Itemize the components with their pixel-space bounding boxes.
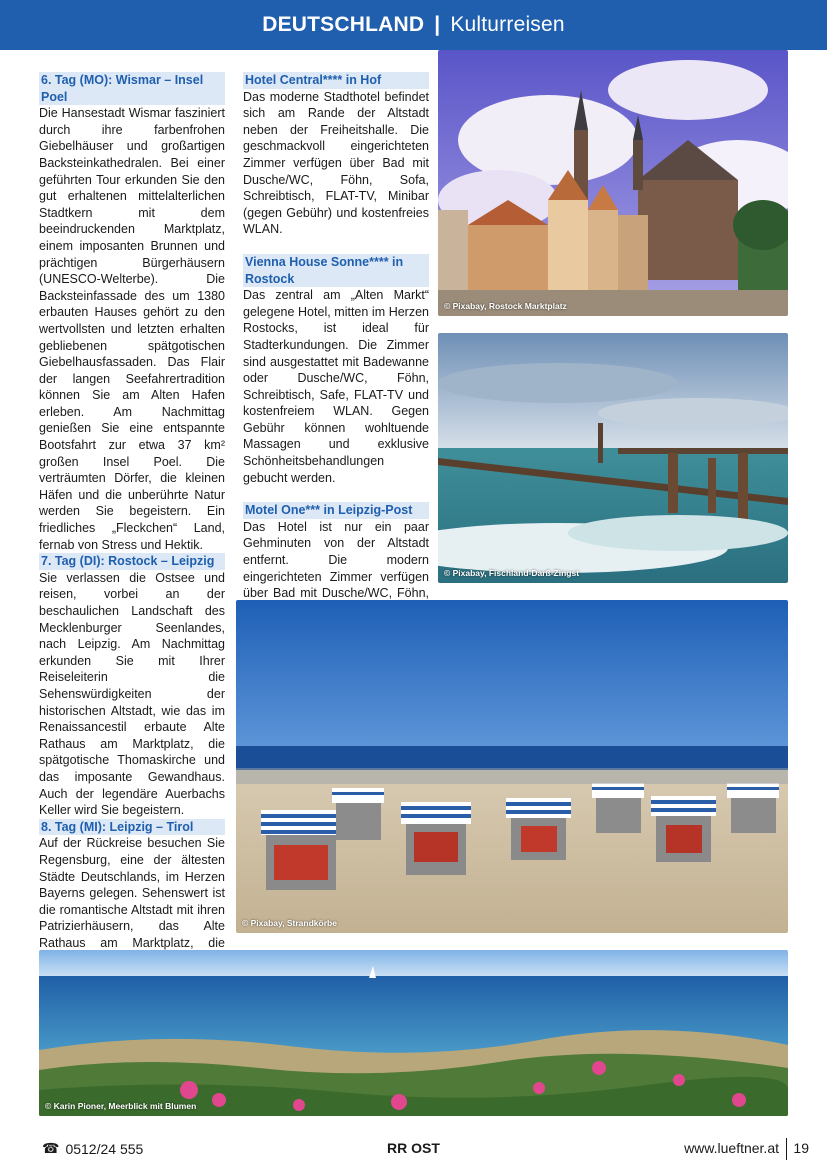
footer-divider — [786, 1138, 787, 1160]
footer-center-label: RR OST — [387, 1140, 440, 1156]
day-7-title: 7. Tag (DI): Rostock – Leipzig — [39, 553, 225, 570]
photo-credit-pier: © Pixabay, Fischland-Darß-Zingst — [444, 568, 580, 578]
photo-meerblick-blumen — [39, 950, 788, 1116]
photo-credit-rostock: © Pixabay, Rostock Marktplatz — [444, 301, 567, 311]
hotel-central-title: Hotel Central**** in Hof — [243, 72, 429, 89]
footer-website[interactable]: www.lueftner.at — [684, 1140, 779, 1156]
footer-phone-number: 0512/24 555 — [65, 1140, 144, 1157]
page-header — [0, 0, 827, 50]
photo-strandkoerbe — [236, 600, 788, 933]
photo-rostock-marktplatz — [438, 50, 788, 316]
page-footer — [0, 1138, 827, 1160]
day-6-title: 6. Tag (MO): Wismar – Insel Poel — [39, 72, 225, 105]
day-7-text: Sie verlassen die Ostsee und reisen, vorbei an der beschaulichen Landschaft des Mecklenburger Seenlandes, nach Leipzig. Am Nachmittag erkunden Sie mit Ihrer Reiseleiterin die Sehenswürdigkeiten der historischen Altstadt, wie das im Renaissancestil erbaute Alte Rathaus am Marktplatz, die spätgotische Thomaskirche und das imposante Gewandhaus. Auch der legendäre Auerbachs Keller wird Sie begeistern. — [39, 570, 225, 818]
hotel-motel-one-text: Das Hotel ist nur ein paar Gehminuten von der Altstadt entfernt. Die modern eingerichteten Zimmer verfügen über Bad mit Dusche/WC, Föhn, — [243, 519, 429, 601]
itinerary-column — [39, 72, 225, 1018]
header-separator: | — [434, 13, 441, 36]
photo-credit-sea: © Karin Pioner, Meerblick mit Blumen — [45, 1101, 197, 1111]
header-country: DEUTSCHLAND — [262, 13, 425, 36]
hotel-motel-one-title: Motel One*** in Leipzig-Post — [243, 502, 429, 519]
hotels-column — [243, 72, 429, 635]
hotel-central-text: Das moderne Stadthotel befindet sich am Rande der Altstadt neben der Freiheitshalle. Die geschmackvoll eingerichteten Zimmer verfügen über Bad mit Dusche/WC, Föhn, Sofa, Schreibtisch, FLAT-TV, Minibar (gegen Gebühr) und kostenfreies WLAN. — [243, 89, 429, 237]
day-8-text: Auf der Rückreise besuchen Sie Regensburg, eine der ältesten Städte Deutschlands, im Herzen Bayerns gelegen. Sehenswert ist die romantische Altstadt mit ihren Patrizierhäusern, das Alte Rathaus am Marktplatz, die — [39, 836, 225, 950]
hotel-vienna-house-title: Vienna House Sonne**** in Rostock — [243, 254, 429, 287]
phone-icon: ☎ — [42, 1140, 60, 1156]
hotel-vienna-house-text: Das zentral am „Alten Markt“ gelegene Hotel, mitten im Herzen Rostocks, ist ideal für Stadterkundungen. Die Zimmer sind ausgestattet mit Badewanne oder Dusche/WC, Föhn, Schreibtisch, Safe, FLAT-TV und kostenfreiem WLAN. Gegen Gebühr können wohltuende Massagen und exklusive Schönheitsbehandlungen gebucht werden. — [243, 288, 429, 485]
header-category: Kulturreisen — [450, 13, 565, 36]
page-number: 19 — [793, 1140, 809, 1156]
day-8-title: 8. Tag (MI): Leipzig – Tirol — [39, 819, 225, 836]
day-6-text: Die Hansestadt Wismar fasziniert durch ihre farbenfrohen Giebelhäuser und großartigen Backsteinkathedralen. Bei einer geführten Tour erkunden Sie den gut erhaltenen mittelalterlichen Stadtkern mit dem beeindruckenden Marktplatz, einem imposanten Brunnen und prächtigen Bürgerhäusern (UNESCO-Welterbe). Die Backsteinfassade des um 1380 erbauten Hauses gehört zu den wertvollsten und letzten erhalten gebliebenen spätgotischen Giebelhausfassaden. Das Flair der langen Seefahrertradition können Sie am Alten Hafen erleben. Am Nachmittag genießen Sie eine entspannte Bootsfahrt zur etwa 37 km² großen Insel Poel. Die verträumten Dörfer, die kleinen Häfen und die unberührte Natur werden Sie begeistern. Ein friedliches „Fleckchen“ Land, fernab von Stress und Hektik. — [39, 106, 225, 552]
photo-credit-beach: © Pixabay, Strandkörbe — [242, 918, 337, 928]
photo-fischland-pier — [438, 333, 788, 583]
